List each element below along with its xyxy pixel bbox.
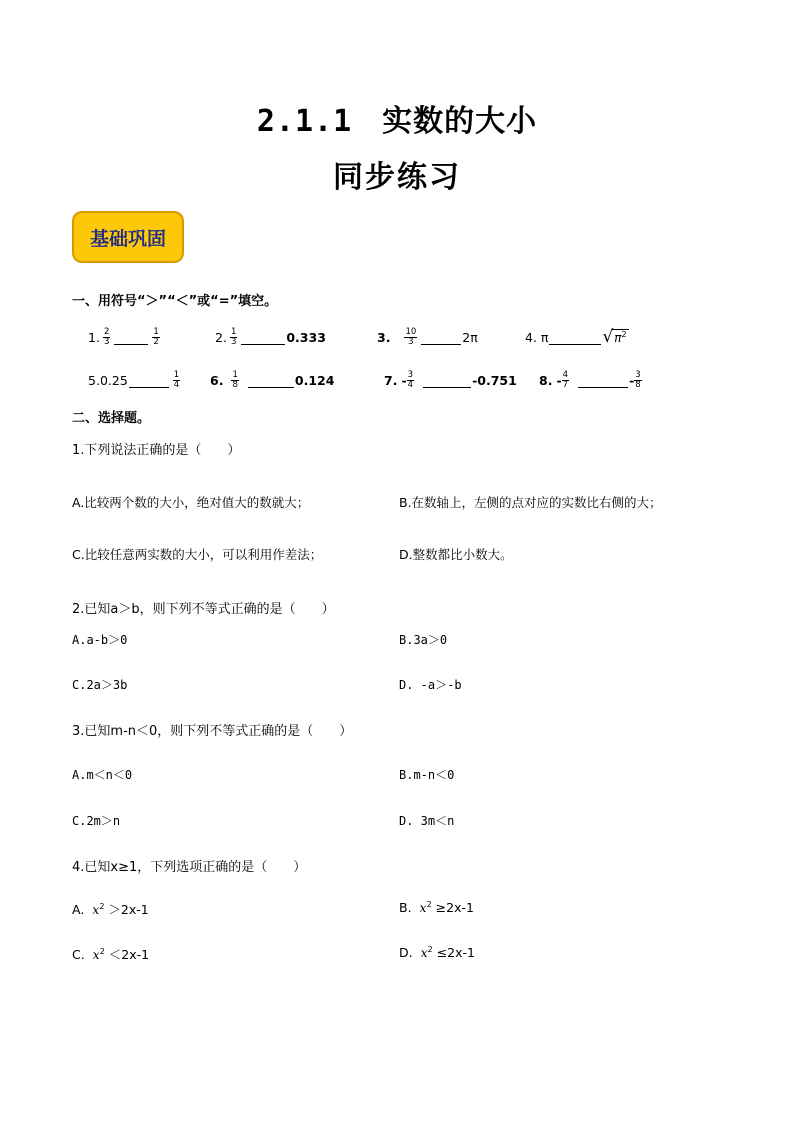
question-3-option-a[interactable]: A.m＜n＜0 xyxy=(72,768,133,782)
fill-row-2 xyxy=(0,365,794,395)
answer-blank[interactable] xyxy=(114,330,148,345)
question-4-option-b[interactable]: B. $x^2 \ge 2x-1$ xyxy=(399,900,474,916)
fill-item-5: 5. 0.25 $\frac{1}{4}$ xyxy=(88,369,180,390)
fraction: $\frac{1}{8}$ xyxy=(232,369,238,390)
title-text: 实数的大小 xyxy=(382,104,538,139)
fraction: $\frac{1}{3}$ xyxy=(230,326,237,347)
fill-item-6: 6. $\frac{1}{8}$ 0.124 xyxy=(210,369,335,390)
fill-item-8: 8. - $\frac{4}{7}$ - $\frac{3}{8}$ xyxy=(539,369,641,390)
question-3-option-b[interactable]: B.m-n＜0 xyxy=(399,768,455,782)
section2-heading: 二、选择题。 xyxy=(72,411,151,426)
square-root-expression: √ $\pi^2$ xyxy=(602,327,627,347)
answer-blank[interactable] xyxy=(549,330,601,345)
question-1-stem: 1.下列说法正确的是（ ） xyxy=(72,443,241,458)
answer-blank[interactable] xyxy=(423,373,471,388)
answer-blank[interactable] xyxy=(248,373,294,388)
question-4-option-a[interactable]: A. $x^2 >2x-1$ xyxy=(72,901,149,917)
question-1-option-c[interactable]: C.比较任意两实数的大小，可以利用作差法； xyxy=(72,547,323,562)
fraction: $\frac{3}{8}$ xyxy=(635,369,641,390)
section1-heading: 一、用符号“＞”“＜”或“=”填空。 xyxy=(72,294,278,309)
question-1-option-d[interactable]: D.整数都比小数大。 xyxy=(399,547,513,562)
question-3-option-d[interactable]: D. 3m＜n xyxy=(399,814,455,828)
fill-item-3: 3. $\frac{10}{3}$ 2π xyxy=(377,326,478,347)
question-3-stem: 3.已知m-n＜0，则下列不等式正确的是（ ） xyxy=(72,724,353,739)
fill-item-1: 1. $\frac{2}{3}$ $\frac{1}{2}$ xyxy=(88,326,159,347)
question-2-option-a[interactable]: A.a-b＞0 xyxy=(72,633,128,647)
fraction: $\frac{1}{4}$ xyxy=(173,369,180,390)
page-title xyxy=(0,96,794,140)
fraction: $\frac{3}{4}$ xyxy=(407,369,414,390)
answer-blank[interactable] xyxy=(129,373,169,388)
page-subtitle: 同步练习 xyxy=(333,160,461,195)
question-2-option-d[interactable]: D. -a＞-b xyxy=(399,678,462,692)
question-4-option-c[interactable]: C. $x^2 <2x-1$ xyxy=(72,946,150,962)
question-2-option-c[interactable]: C.2a＞3b xyxy=(72,678,128,692)
fraction: $\frac{1}{2}$ xyxy=(153,326,159,347)
question-4-option-d[interactable]: D. $x^2 \le 2x-1$ xyxy=(399,945,475,961)
question-2-option-b[interactable]: B.3a＞0 xyxy=(399,633,448,647)
question-1-option-b[interactable]: B.在数轴上，左侧的点对应的实数比右侧的大； xyxy=(399,495,662,510)
question-1-option-a[interactable]: A.比较两个数的大小，绝对值大的数就大； xyxy=(72,495,310,510)
fill-item-2: 2. $\frac{1}{3}$ 0.333 xyxy=(215,326,326,347)
fill-item-7: 7. - $\frac{3}{4}$ -0.751 xyxy=(384,369,517,390)
answer-blank[interactable] xyxy=(578,373,628,388)
title-number: 2.1.1 xyxy=(256,104,353,139)
section-badge: 基础巩固 xyxy=(72,211,184,263)
fraction: $\frac{4}{7}$ xyxy=(562,369,569,390)
question-4-stem: 4.已知x≥1，下列选项正确的是（ ） xyxy=(72,860,307,875)
answer-blank[interactable] xyxy=(421,330,461,345)
fill-item-4: 4. π √ $\pi^2$ xyxy=(525,327,627,347)
fraction: $\frac{10}{3}$ xyxy=(405,326,417,347)
question-3-option-c[interactable]: C.2m＞n xyxy=(72,814,121,828)
question-2-stem: 2.已知a＞b，则下列不等式正确的是（ ） xyxy=(72,602,335,617)
fill-row-1 xyxy=(0,322,794,352)
answer-blank[interactable] xyxy=(241,330,285,345)
fraction: $\frac{2}{3}$ xyxy=(103,326,110,347)
